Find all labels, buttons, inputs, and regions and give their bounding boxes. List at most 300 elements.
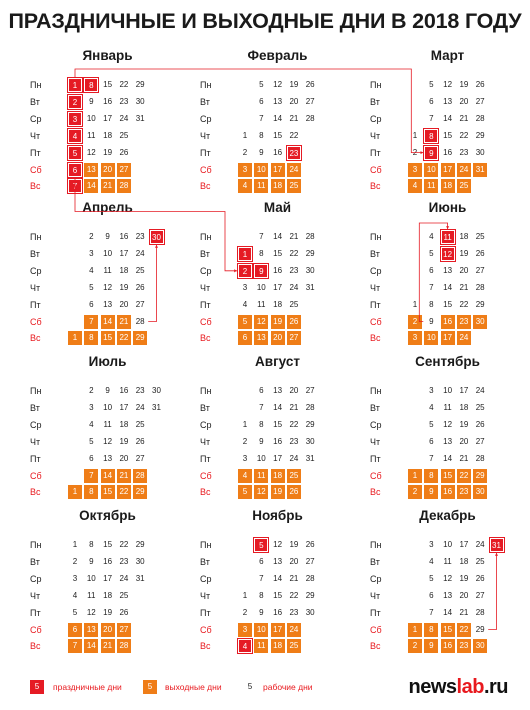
day-cell-workday: 20 <box>459 436 469 446</box>
brand-logo[interactable] <box>409 676 509 699</box>
day-cell-holiday: 9 <box>424 146 438 160</box>
weekday-label: Чт <box>200 436 211 447</box>
day-cell-workday: 19 <box>289 540 299 549</box>
weekday-label: Ср <box>370 573 382 584</box>
day-cell-workday: 8 <box>259 130 264 140</box>
day-cell-dayoff: 11 <box>254 469 268 483</box>
day-cell-workday: 25 <box>135 419 145 429</box>
day-cell-workday: 1 <box>72 540 78 549</box>
month-name: Март <box>430 48 465 63</box>
day-cell-dayoff: 24 <box>457 331 471 345</box>
day-cell-dayoff: 4 <box>238 179 252 193</box>
day-cell-workday: 8 <box>259 248 264 258</box>
day-cell-dayoff: 8 <box>84 331 98 345</box>
day-cell-dayoff: 14 <box>101 469 115 483</box>
day-cell-workday: 14 <box>443 453 453 463</box>
day-cell-workday: 9 <box>89 556 94 566</box>
day-cell-dayoff: 10 <box>254 623 268 637</box>
day-cell-workday: 28 <box>475 282 485 292</box>
day-cell-workday: 15 <box>273 130 283 140</box>
day-cell-dayoff: 6 <box>68 623 82 637</box>
day-cell-holiday: 2 <box>68 95 82 109</box>
day-cell-dayoff: 28 <box>117 639 131 653</box>
day-cell-workday: 9 <box>259 147 264 157</box>
day-cell-workday: 6 <box>89 453 94 463</box>
month-name: Июнь <box>428 200 467 215</box>
day-cell-workday: 17 <box>459 540 469 549</box>
day-cell-workday: 26 <box>475 419 485 429</box>
day-cell-dayoff: 3 <box>408 331 422 345</box>
brand-logo-part: lab <box>456 676 484 698</box>
day-cell-workday: 19 <box>289 80 299 89</box>
day-cell-workday: 13 <box>273 96 283 106</box>
day-cell-dayoff: 22 <box>457 469 471 483</box>
day-cell-workday: 9 <box>429 316 434 326</box>
day-cell-workday: 9 <box>259 607 264 617</box>
day-cell-workday: 29 <box>305 248 315 258</box>
day-cell-dayoff: 24 <box>287 163 301 177</box>
day-cell-dayoff: 3 <box>238 623 252 637</box>
day-cell-workday: 16 <box>119 232 129 241</box>
day-cell-workday: 14 <box>443 607 453 617</box>
day-cell-workday: 12 <box>443 573 453 583</box>
weekday-label: Вт <box>370 402 380 413</box>
day-cell-dayoff: 9 <box>424 639 438 653</box>
weekday-label: Ср <box>370 419 382 430</box>
day-cell-workday: 19 <box>459 80 469 89</box>
day-cell-dayoff: 22 <box>117 331 131 345</box>
day-cell-workday: 17 <box>273 282 283 292</box>
day-cell-workday: 29 <box>135 540 145 549</box>
day-cell-workday: 24 <box>289 282 299 292</box>
month-name: Август <box>255 354 300 369</box>
day-cell-workday: 31 <box>305 453 315 463</box>
day-cell-workday: 15 <box>273 419 283 429</box>
day-cell-workday: 28 <box>475 607 485 617</box>
day-cell-holiday: 6 <box>68 163 82 177</box>
day-cell-workday: 29 <box>475 130 485 140</box>
day-cell-workday: 24 <box>135 248 145 258</box>
day-cell-dayoff: 18 <box>271 179 285 193</box>
day-cell-workday: 2 <box>412 147 418 157</box>
day-cell-workday: 31 <box>305 282 315 292</box>
day-cell-dayoff: 20 <box>101 163 115 177</box>
day-cell-dayoff: 30 <box>473 315 487 329</box>
weekday-label: Вт <box>200 96 210 107</box>
day-cell-workday: 4 <box>89 265 94 275</box>
day-cell-workday: 26 <box>119 147 129 157</box>
weekday-label: Пт <box>200 453 211 464</box>
day-cell-workday: 15 <box>443 130 453 140</box>
day-cell-workday: 26 <box>305 540 315 549</box>
day-cell-dayoff: 4 <box>408 179 422 193</box>
day-cell-dayoff: 7 <box>68 639 82 653</box>
day-cell-workday: 25 <box>475 402 485 412</box>
day-cell-workday: 13 <box>273 556 283 566</box>
weekday-label: Вт <box>30 556 40 567</box>
day-cell-workday: 16 <box>103 556 113 566</box>
day-cell-workday: 10 <box>103 402 113 412</box>
page-title: ПРАЗДНИЧНЫЕ И ВЫХОДНЫЕ ДНИ В 2018 ГОДУ <box>8 9 522 33</box>
day-cell-dayoff: 23 <box>457 485 471 499</box>
day-cell-workday: 19 <box>119 436 129 446</box>
day-cell-workday: 15 <box>273 248 283 258</box>
day-cell-workday: 20 <box>459 96 469 106</box>
day-cell-dayoff: 14 <box>84 639 98 653</box>
weekday-label: Чт <box>30 590 41 601</box>
day-cell-workday: 14 <box>273 232 283 241</box>
weekday-label: Сб <box>200 470 212 481</box>
day-cell-workday: 18 <box>103 590 113 600</box>
weekday-label: Сб <box>370 164 382 175</box>
weekday-label: Чт <box>30 130 41 141</box>
month-7 <box>30 354 200 504</box>
day-cell-workday: 19 <box>459 248 469 258</box>
day-cell-dayoff: 17 <box>271 163 285 177</box>
day-cell-workday: 2 <box>242 147 248 157</box>
day-cell-dayoff: 12 <box>254 485 268 499</box>
day-cell-workday: 27 <box>475 96 485 106</box>
weekday-label: Чт <box>370 590 381 601</box>
day-cell-workday: 21 <box>289 402 299 412</box>
day-cell-workday: 21 <box>459 453 469 463</box>
weekday-label: Пт <box>30 607 41 618</box>
day-cell-workday: 7 <box>259 232 264 241</box>
day-cell-workday: 30 <box>135 556 145 566</box>
day-cell-workday: 2 <box>242 607 248 617</box>
day-cell-workday: 25 <box>119 130 129 140</box>
day-cell-workday: 30 <box>135 96 145 106</box>
day-cell-workday: 14 <box>273 402 283 412</box>
day-cell-workday: 21 <box>459 607 469 617</box>
day-cell-holiday: 8 <box>84 78 98 92</box>
day-cell-workday: 13 <box>443 265 453 275</box>
weekday-label: Пт <box>370 147 381 158</box>
day-cell-workday: 5 <box>429 419 434 429</box>
day-cell-workday: 2 <box>89 386 94 395</box>
day-cell-workday: 26 <box>135 436 145 446</box>
day-cell-workday: 26 <box>475 573 485 583</box>
day-cell-workday: 23 <box>289 265 299 275</box>
month-5 <box>200 200 370 350</box>
day-cell-workday: 16 <box>443 147 453 157</box>
day-cell-workday: 19 <box>459 419 469 429</box>
day-cell-workday: 9 <box>259 436 264 446</box>
day-cell-dayoff: 1 <box>408 623 422 637</box>
day-cell-dayoff: 29 <box>473 469 487 483</box>
day-cell-workday: 20 <box>119 299 129 309</box>
weekday-label: Сб <box>370 470 382 481</box>
day-cell-dayoff: 3 <box>238 163 252 177</box>
weekday-label: Вс <box>370 333 381 344</box>
month-name: Октябрь <box>79 508 136 523</box>
day-cell-dayoff: 2 <box>408 315 422 329</box>
day-cell-workday: 17 <box>119 402 129 412</box>
day-cell-workday: 21 <box>289 232 299 241</box>
day-cell-workday: 15 <box>103 540 113 549</box>
weekday-label: Чт <box>200 130 211 141</box>
day-cell-workday: 17 <box>273 453 283 463</box>
day-cell-dayoff: 15 <box>441 623 455 637</box>
day-cell-workday: 14 <box>273 573 283 583</box>
day-cell-dayoff: 29 <box>133 331 147 345</box>
day-cell-dayoff: 17 <box>441 331 455 345</box>
day-cell-workday: 30 <box>305 436 315 446</box>
weekday-label: Вс <box>30 181 41 192</box>
day-cell-workday: 7 <box>429 453 434 463</box>
day-cell-workday: 9 <box>105 232 110 241</box>
weekday-label: Вс <box>370 181 381 192</box>
day-cell-workday: 11 <box>87 590 96 600</box>
day-cell-holiday: 7 <box>68 179 82 193</box>
day-cell-holiday: 11 <box>441 230 455 244</box>
weekday-label: Пт <box>200 299 211 310</box>
day-cell-workday: 18 <box>119 419 129 429</box>
legend-dayoff-label: выходные дни <box>165 682 222 692</box>
weekday-label: Пн <box>200 232 212 242</box>
day-cell-dayoff: 13 <box>84 163 98 177</box>
day-cell-workday: 2 <box>72 556 78 566</box>
day-cell-dayoff: 24 <box>287 623 301 637</box>
day-cell-workday: 16 <box>273 265 283 275</box>
day-cell-holiday: 4 <box>68 129 82 143</box>
day-cell-workday: 20 <box>459 590 469 600</box>
day-cell-workday: 3 <box>89 248 94 258</box>
day-cell-dayoff: 28 <box>133 469 147 483</box>
day-cell-workday: 27 <box>135 453 145 463</box>
day-cell-dayoff: 6 <box>238 331 252 345</box>
brand-logo-part: .ru <box>483 676 508 698</box>
month-name: Февраль <box>247 48 308 63</box>
weekday-label: Пн <box>370 80 382 90</box>
weekday-label: Пн <box>30 80 42 90</box>
weekday-label: Пт <box>30 147 41 158</box>
day-cell-workday: 24 <box>119 573 129 583</box>
day-cell-workday: 22 <box>119 80 129 89</box>
day-cell-workday: 12 <box>273 540 283 549</box>
day-cell-dayoff: 15 <box>101 485 115 499</box>
day-cell-workday: 7 <box>259 113 264 123</box>
day-cell-dayoff: 1 <box>68 331 82 345</box>
weekday-label: Сб <box>200 316 212 327</box>
day-cell-workday: 14 <box>443 113 453 123</box>
day-cell-dayoff: 17 <box>441 163 455 177</box>
weekday-label: Вс <box>370 487 381 498</box>
day-cell-dayoff: 18 <box>271 469 285 483</box>
day-cell-workday: 27 <box>135 299 145 309</box>
day-cell-workday: 4 <box>89 419 94 429</box>
day-cell-workday: 29 <box>305 590 315 600</box>
day-cell-workday: 7 <box>429 607 434 617</box>
day-cell-workday: 12 <box>103 282 113 292</box>
weekday-label: Вс <box>30 487 41 498</box>
weekday-label: Вс <box>200 487 211 498</box>
day-cell-dayoff: 11 <box>254 639 268 653</box>
day-cell-workday: 14 <box>443 282 453 292</box>
day-cell-workday: 30 <box>152 386 161 395</box>
day-cell-holiday: 1 <box>68 78 82 92</box>
day-cell-workday: 28 <box>475 113 485 123</box>
month-10 <box>30 508 200 658</box>
day-cell-dayoff: 21 <box>117 315 131 329</box>
weekday-label: Ср <box>370 113 382 124</box>
weekday-label: Ср <box>200 419 212 430</box>
day-cell-dayoff: 17 <box>271 623 285 637</box>
day-cell-holiday: 2 <box>238 264 252 278</box>
day-cell-dayoff: 19 <box>271 315 285 329</box>
weekday-label: Вт <box>30 402 40 413</box>
day-cell-holiday: 5 <box>254 538 268 552</box>
weekday-label: Вт <box>370 556 380 567</box>
day-cell-dayoff: 13 <box>254 331 268 345</box>
month-12 <box>370 508 530 658</box>
weekday-label: Пт <box>370 453 381 464</box>
weekday-label: Вт <box>370 248 380 259</box>
day-cell-dayoff: 30 <box>473 485 487 499</box>
day-cell-dayoff: 15 <box>441 469 455 483</box>
month-11 <box>200 508 370 658</box>
day-cell-workday: 28 <box>475 453 485 463</box>
weekday-label: Сб <box>30 470 42 481</box>
weekday-label: Чт <box>370 436 381 447</box>
day-cell-workday: 23 <box>135 386 145 395</box>
day-cell-workday: 29 <box>475 299 485 309</box>
day-cell-dayoff: 31 <box>473 163 487 177</box>
weekday-label: Вс <box>30 333 41 344</box>
day-cell-workday: 26 <box>305 80 315 89</box>
day-cell-workday: 6 <box>429 96 434 106</box>
weekday-label: Пт <box>30 299 41 310</box>
month-name: Июль <box>88 354 127 369</box>
day-cell-dayoff: 24 <box>457 163 471 177</box>
day-cell-workday: 1 <box>242 130 248 140</box>
day-cell-workday: 25 <box>475 556 485 566</box>
day-cell-workday: 24 <box>475 540 485 549</box>
day-cell-workday: 28 <box>305 402 315 412</box>
day-cell-workday: 6 <box>259 96 264 106</box>
day-cell-workday: 6 <box>259 386 264 395</box>
day-cell-workday: 7 <box>259 573 264 583</box>
day-cell-dayoff: 29 <box>133 485 147 499</box>
day-cell-dayoff: 28 <box>117 179 131 193</box>
day-cell-dayoff: 25 <box>287 179 301 193</box>
weekday-label: Ср <box>30 573 42 584</box>
weekday-label: Пт <box>370 299 381 310</box>
month-name: Май <box>263 200 292 215</box>
day-cell-workday: 23 <box>119 556 129 566</box>
day-cell-workday: 6 <box>259 556 264 566</box>
day-cell-workday: 1 <box>242 419 248 429</box>
day-cell-workday: 3 <box>72 573 78 583</box>
day-cell-workday: 27 <box>475 590 485 600</box>
day-cell-dayoff: 2 <box>408 639 422 653</box>
month-3 <box>370 48 530 198</box>
day-cell-workday: 20 <box>459 265 469 275</box>
day-cell-workday: 19 <box>103 147 113 157</box>
weekday-label: Вс <box>30 641 41 652</box>
day-cell-workday: 18 <box>459 556 469 566</box>
day-cell-workday: 17 <box>119 248 129 258</box>
day-cell-workday: 23 <box>459 147 469 157</box>
day-cell-workday: 21 <box>459 282 469 292</box>
day-cell-workday: 16 <box>273 607 283 617</box>
weekday-label: Вт <box>200 248 210 259</box>
day-cell-dayoff: 14 <box>84 179 98 193</box>
day-cell-dayoff: 5 <box>238 315 252 329</box>
day-cell-holiday: 3 <box>68 112 82 126</box>
weekday-label: Чт <box>30 282 41 293</box>
day-cell-dayoff: 16 <box>441 485 455 499</box>
month-name: Январь <box>82 48 133 63</box>
day-cell-workday: 14 <box>273 113 283 123</box>
weekday-label: Чт <box>30 436 41 447</box>
weekday-label: Ср <box>200 265 212 276</box>
day-cell-dayoff: 9 <box>424 485 438 499</box>
day-cell-workday: 8 <box>259 419 264 429</box>
day-cell-dayoff: 2 <box>408 485 422 499</box>
weekday-label: Вт <box>200 402 210 413</box>
day-cell-dayoff: 27 <box>117 623 131 637</box>
day-cell-workday: 11 <box>103 419 112 429</box>
weekday-label: Сб <box>200 164 212 175</box>
day-cell-dayoff: 7 <box>84 315 98 329</box>
day-cell-workday: 22 <box>459 299 469 309</box>
day-cell-workday: 15 <box>443 299 453 309</box>
day-cell-workday: 2 <box>242 436 248 446</box>
day-cell-workday: 23 <box>289 607 299 617</box>
day-cell-workday: 12 <box>443 419 453 429</box>
day-cell-dayoff: 12 <box>254 315 268 329</box>
day-cell-workday: 31 <box>152 402 161 412</box>
day-cell-workday: 25 <box>135 265 145 275</box>
day-cell-dayoff: 8 <box>424 469 438 483</box>
day-cell-dayoff: 5 <box>238 485 252 499</box>
day-cell-workday: 4 <box>429 232 434 241</box>
day-cell-workday: 5 <box>429 248 434 258</box>
month-name: Апрель <box>82 200 133 215</box>
brand-logo-part: news <box>408 676 457 698</box>
weekday-label: Пн <box>30 386 42 396</box>
day-cell-workday: 1 <box>242 590 248 600</box>
day-cell-workday: 17 <box>103 113 113 123</box>
day-cell-workday: 26 <box>475 80 485 89</box>
day-cell-dayoff: 4 <box>238 469 252 483</box>
day-cell-workday: 11 <box>257 299 266 309</box>
month-2 <box>200 48 370 198</box>
day-cell-dayoff: 15 <box>101 331 115 345</box>
day-cell-workday: 3 <box>242 453 248 463</box>
day-cell-holiday: 30 <box>150 230 164 244</box>
day-cell-dayoff: 11 <box>424 179 438 193</box>
day-cell-workday: 29 <box>305 419 315 429</box>
weekday-label: Ср <box>30 113 42 124</box>
day-cell-workday: 22 <box>289 248 299 258</box>
weekday-label: Сб <box>370 624 382 635</box>
weekday-label: Вт <box>370 96 380 107</box>
day-cell-workday: 13 <box>443 96 453 106</box>
day-cell-workday: 20 <box>289 386 299 395</box>
day-cell-dayoff: 21 <box>101 639 115 653</box>
month-4 <box>30 200 200 350</box>
day-cell-workday: 19 <box>119 282 129 292</box>
month-9 <box>370 354 530 504</box>
day-cell-workday: 18 <box>119 265 129 275</box>
day-cell-dayoff: 16 <box>441 639 455 653</box>
day-cell-workday: 12 <box>86 607 96 617</box>
weekday-label: Ср <box>30 419 42 430</box>
day-cell-holiday: 5 <box>68 146 82 160</box>
weekday-label: Вс <box>200 641 211 652</box>
